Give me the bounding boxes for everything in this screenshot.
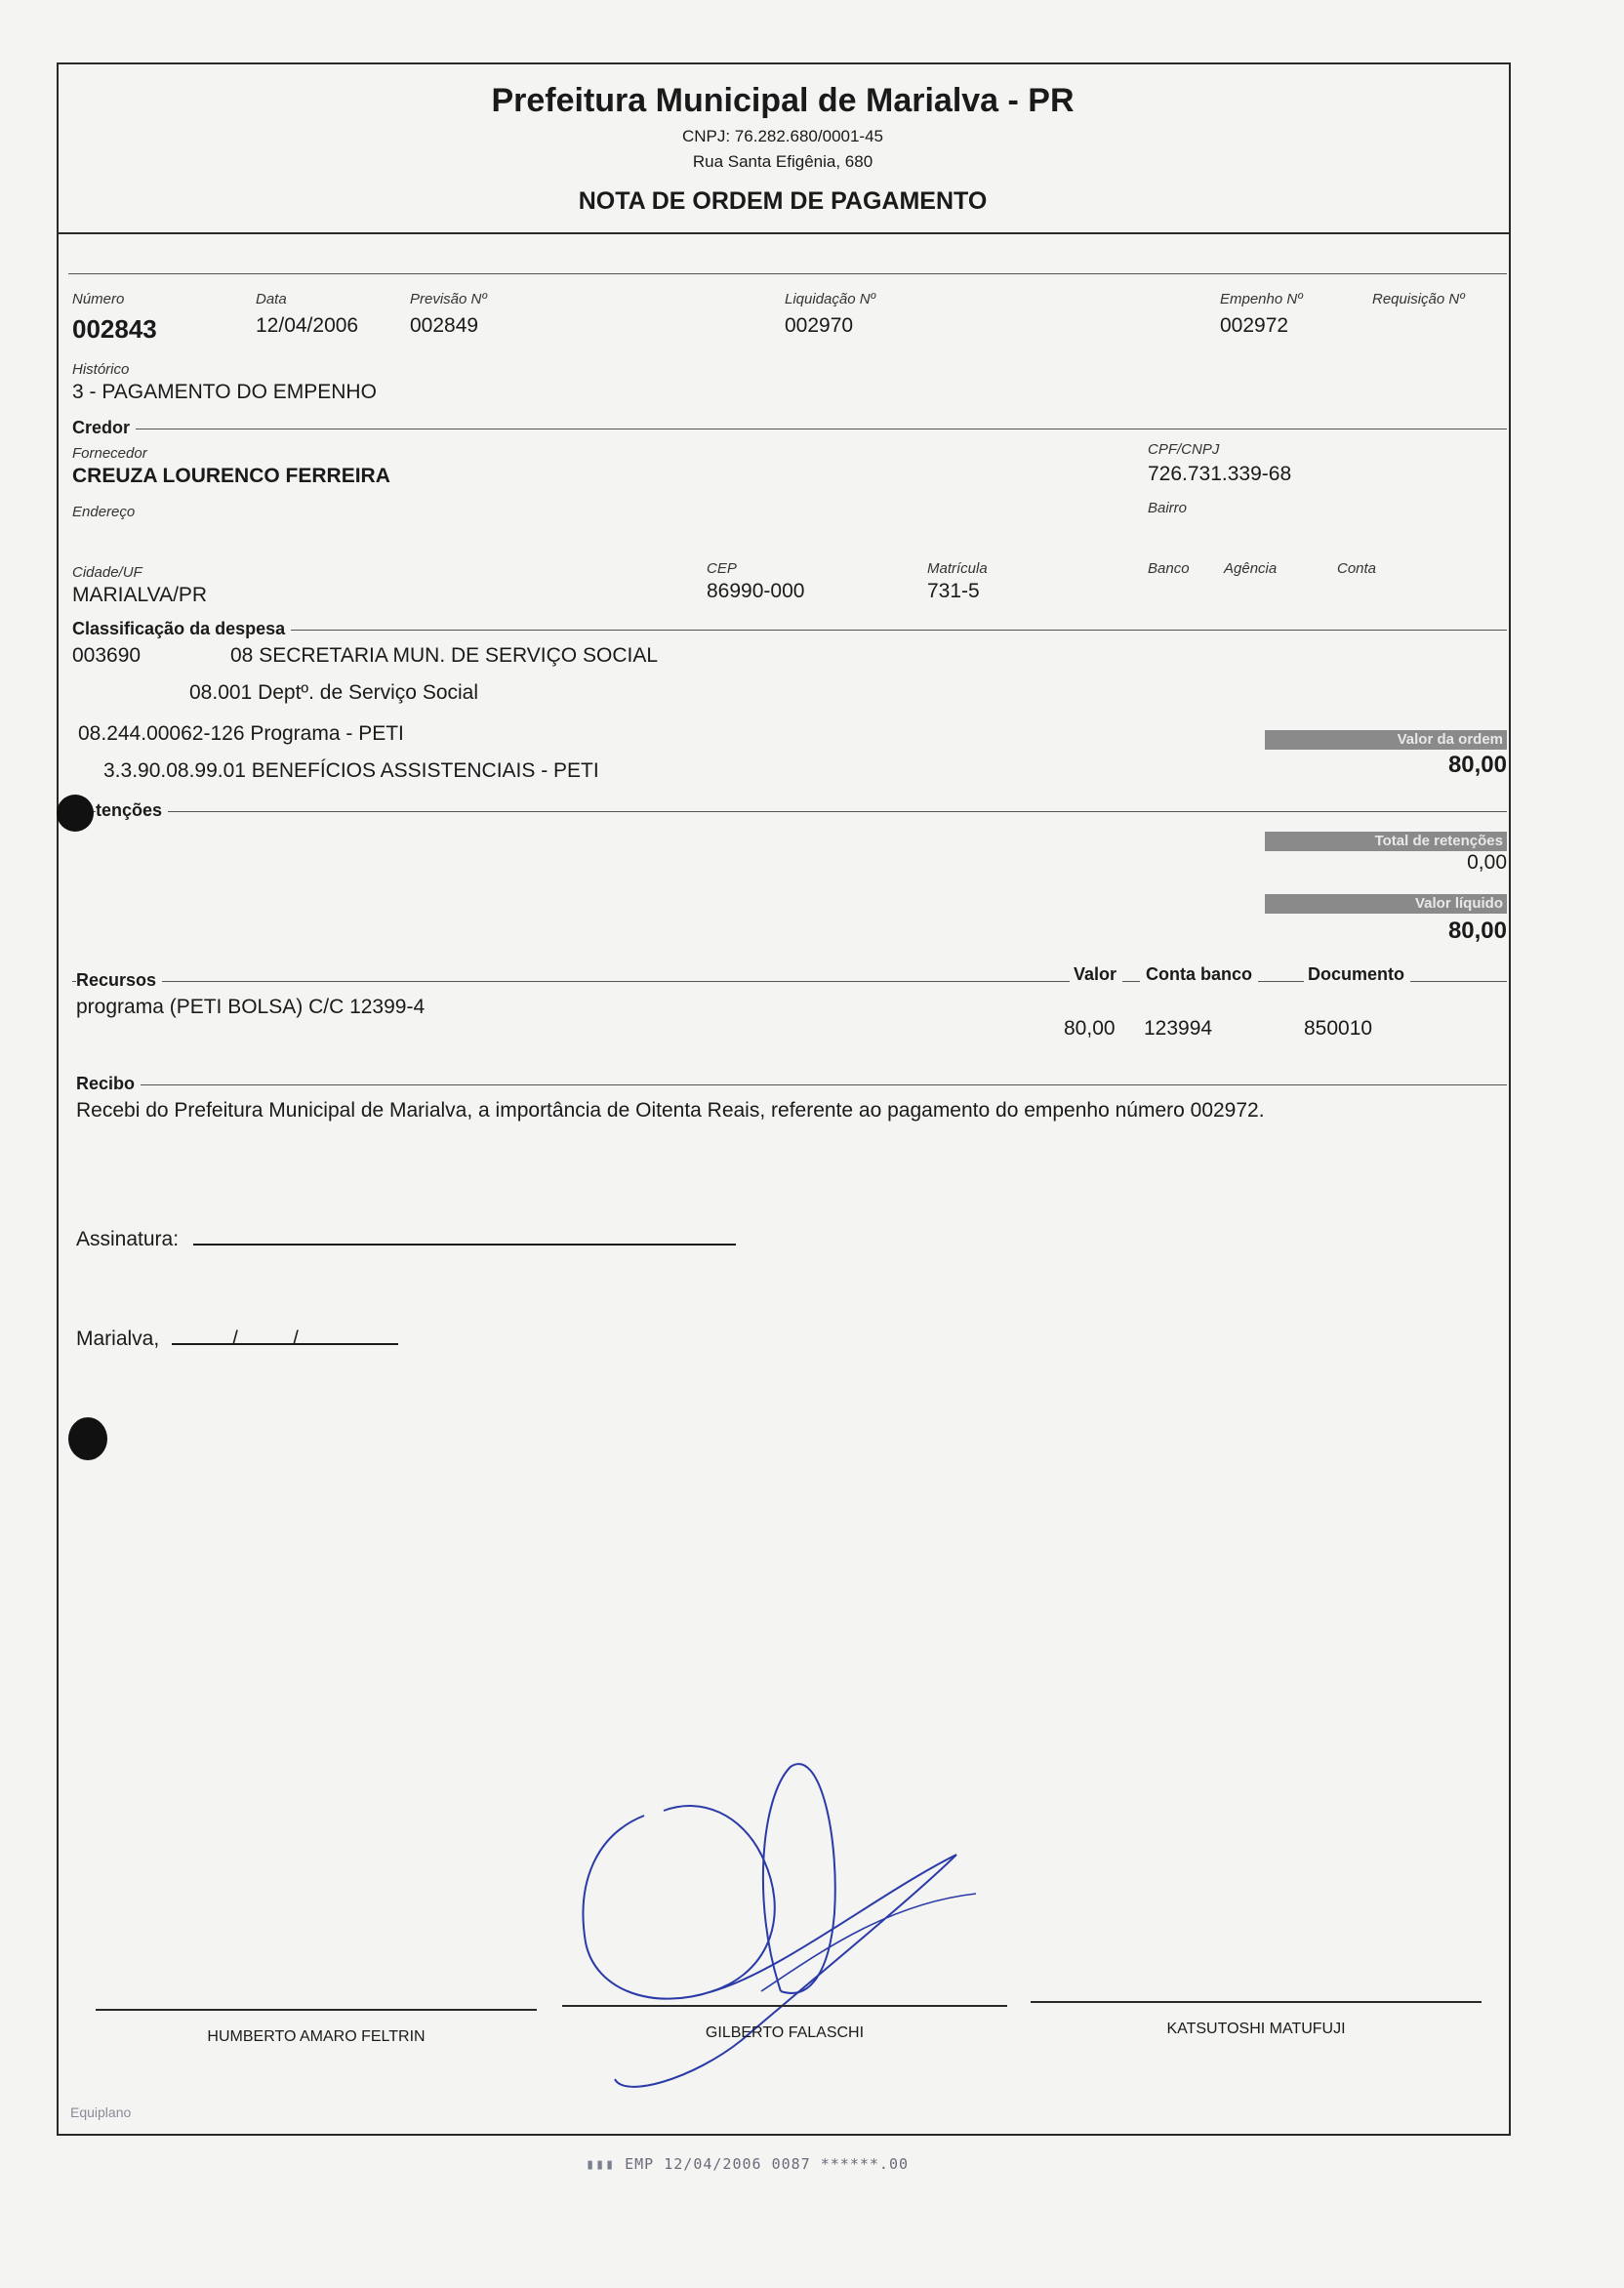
cpf-label: CPF/CNPJ — [1148, 441, 1220, 458]
signature-line-3 — [1031, 2001, 1482, 2003]
recibo-text: Recebi do Prefeitura Municipal de Marialva, a importância de Oitenta Reais, referente ao pagamento do empenho número 002972. — [76, 1099, 1265, 1122]
date-line — [172, 1343, 398, 1345]
recursos-conta-header: Conta banco — [1140, 964, 1258, 985]
signatory-2: GILBERTO FALASCHI — [705, 2024, 865, 2041]
matricula-value: 731-5 — [927, 580, 980, 602]
recursos-conta: 123994 — [1144, 1017, 1213, 1040]
retencoes-section-title: tenções — [96, 800, 168, 821]
empenho-value: 002972 — [1220, 314, 1289, 337]
recibo-rule — [76, 1084, 1507, 1085]
empenho-label: Empenho Nº — [1220, 291, 1303, 307]
local-data-label: Marialva, — [76, 1328, 160, 1350]
punch-hole-bottom — [68, 1417, 107, 1460]
orgao-value: 08 SECRETARIA MUN. DE SERVIÇO SOCIAL — [230, 644, 659, 667]
ids-top-rule — [68, 273, 1507, 274]
punch-hole-top — [57, 795, 94, 832]
credor-section-title: Credor — [72, 418, 136, 438]
date-slash-1: / — [232, 1328, 238, 1350]
total-retencoes-bar — [1265, 832, 1507, 851]
recibo-section-title: Recibo — [76, 1074, 141, 1094]
requisicao-label: Requisição Nº — [1372, 291, 1465, 307]
fornecedor-label: Fornecedor — [72, 445, 147, 462]
classificacao-section-title: Classificação da despesa — [72, 619, 291, 639]
recursos-valor: 80,00 — [1064, 1017, 1116, 1040]
cep-label: CEP — [707, 560, 737, 577]
liquidacao-label: Liquidação Nº — [785, 291, 876, 307]
banco-label: Banco — [1148, 560, 1190, 577]
programa-value: 08.244.00062-126 Programa - PETI — [78, 722, 404, 745]
address-text: Rua Santa Efigênia, 680 — [692, 152, 873, 171]
data-value: 12/04/2006 — [256, 314, 359, 337]
data-label: Data — [256, 291, 287, 307]
assinatura-line — [193, 1244, 736, 1246]
handwritten-signature — [566, 1757, 1035, 2108]
elemento-value: 3.3.90.08.99.01 BENEFÍCIOS ASSISTENCIAIS - PETI — [103, 759, 599, 782]
historico-value: 3 - PAGAMENTO DO EMPENHO — [72, 381, 377, 403]
numero-value: 002843 — [72, 314, 157, 344]
matricula-label: Matrícula — [927, 560, 988, 577]
cpf-value: 726.731.339-68 — [1148, 463, 1292, 485]
unidade-value: 08.001 Deptº. de Serviço Social — [189, 681, 479, 704]
document-title: NOTA DE ORDEM DE PAGAMENTO — [578, 187, 988, 215]
cnpj-text: CNPJ: 76.282.680/0001-45 — [681, 127, 884, 145]
conta-label: Conta — [1337, 560, 1377, 577]
equiplano-brand: Equiplano — [70, 2104, 132, 2120]
classificacao-code: 003690 — [72, 644, 142, 667]
signatory-1: HUMBERTO AMARO FELTRIN — [207, 2028, 426, 2045]
agencia-label: Agência — [1224, 560, 1278, 577]
recursos-section-title: Recursos — [76, 970, 162, 991]
bairro-label: Bairro — [1148, 500, 1188, 516]
valor-liquido-value: 80,00 — [1447, 918, 1507, 944]
numero-label: Número — [72, 291, 125, 307]
endereco-label: Endereço — [72, 504, 136, 520]
date-slash-2: / — [293, 1328, 299, 1350]
valor-ordem-bar — [1265, 730, 1507, 750]
page-title: Prefeitura Municipal de Marialva - PR — [491, 82, 1075, 119]
signature-line-1 — [96, 2009, 537, 2011]
previsao-value: 002849 — [410, 314, 479, 337]
signature-line-2 — [562, 2005, 1007, 2007]
cidade-value: MARIALVA/PR — [72, 584, 208, 606]
total-retencoes-label: Total de retenções — [1374, 833, 1503, 849]
retencoes-rule — [72, 811, 1507, 812]
header-divider — [57, 232, 1509, 234]
historico-label: Histórico — [72, 361, 130, 378]
total-retencoes-value: 0,00 — [1467, 851, 1507, 874]
recursos-rule — [72, 981, 1507, 982]
fornecedor-value: CREUZA LOURENCO FERREIRA — [72, 465, 390, 487]
valor-ordem-label: Valor da ordem — [1397, 731, 1503, 748]
recursos-valor-header: Valor — [1070, 964, 1122, 985]
cep-value: 86990-000 — [707, 580, 805, 602]
stamp-text: EMP 12/04/2006 0087 ******.00 — [625, 2155, 910, 2173]
valor-liquido-bar — [1265, 894, 1507, 914]
liquidacao-value: 002970 — [785, 314, 854, 337]
processing-stamp — [586, 2155, 909, 2173]
signatory-3: KATSUTOSHI MATUFUJI — [1166, 2021, 1346, 2037]
stamp-icon: ▮▮▮ — [586, 2155, 616, 2173]
valor-ordem-value: 80,00 — [1447, 752, 1507, 778]
recursos-documento-header: Documento — [1304, 964, 1410, 985]
cidade-label: Cidade/UF — [72, 564, 142, 581]
valor-liquido-label: Valor líquido — [1414, 895, 1503, 912]
recursos-descricao: programa (PETI BOLSA) C/C 12399-4 — [76, 996, 426, 1018]
previsao-label: Previsão Nº — [410, 291, 487, 307]
assinatura-label: Assinatura: — [76, 1228, 180, 1250]
recursos-documento: 850010 — [1304, 1017, 1373, 1040]
